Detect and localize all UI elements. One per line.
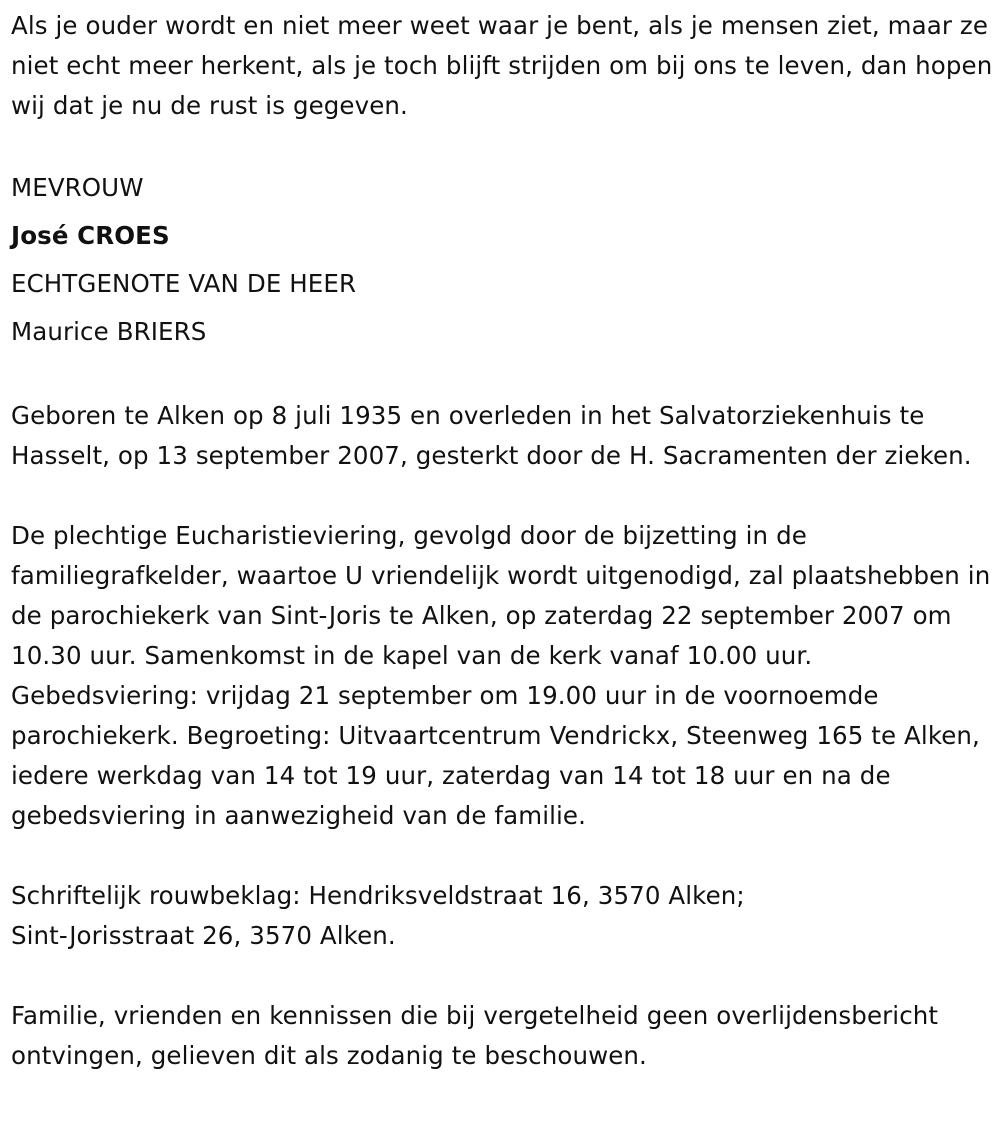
honorific: MEVROUW bbox=[11, 173, 144, 202]
ceremony-paragraph: De plechtige Eucharistieviering, gevolgd door de bijzetting in de familiegrafkelder, waartoe U vriendelijk wordt uitgenodigd, zal plaatshebben in de parochiekerk van Sint-Joris te Alken, op zaterdag 22 september 2007 om 10.30 uur. Samenkomst in de kapel van de kerk vanaf 10.00 uur. Gebedsviering: vrijdag 21 september om 19.00 uur in de voornoemde parochiekerk. Begroeting: Uitvaartcentrum Vendrickx, Steenweg 165 te Alken, iedere werkdag van 14 tot 19 uur, zaterdag van 14 tot 18 uur en na de gebedsviering in aanwezigheid van de familie. bbox=[11, 521, 991, 830]
condolence-address-1: Schriftelijk rouwbeklag: Hendriksveldstraat 16, 3570 Alken; bbox=[11, 881, 745, 910]
birth-death-paragraph: Geboren te Alken op 8 juli 1935 en overleden in het Salvatorziekenhuis te Hasselt, op 13 september 2007, gesterkt door de H. Sacramenten der zieken. bbox=[11, 401, 972, 470]
poem-paragraph: Als je ouder wordt en niet meer weet waar je bent, als je mensen ziet, maar ze niet echt meer herkent, als je toch blijft strijden om bij ons te leven, dan hopen wij dat je nu de rust is gegeven. bbox=[11, 11, 993, 120]
closing-paragraph: Familie, vrienden en kennissen die bij vergetelheid geen overlijdensbericht ontvingen, gelieven dit als zodanig te beschouwen. bbox=[11, 1001, 939, 1070]
spouse-name: Maurice BRIERS bbox=[11, 317, 207, 346]
name-block bbox=[11, 164, 996, 356]
condolence-block bbox=[11, 876, 996, 956]
spouse-relation: ECHTGENOTE VAN DE HEER bbox=[11, 269, 357, 298]
obituary-notice bbox=[11, 6, 996, 1076]
deceased-name: José CROES bbox=[11, 221, 170, 250]
condolence-address-2: Sint-Jorisstraat 26, 3570 Alken. bbox=[11, 921, 396, 950]
